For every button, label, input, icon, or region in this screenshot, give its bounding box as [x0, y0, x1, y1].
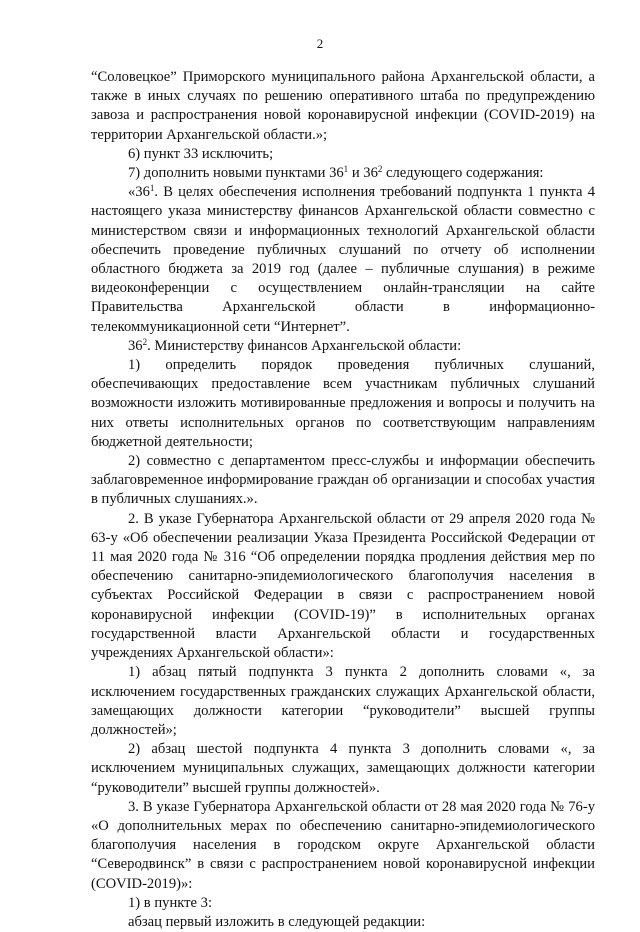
section-2-item-1: 1) абзац пятый подпункта 3 пункта 2 дополнить словами «, за исключением государственных гражданских служащих Архангельской области, замещающих должности категории “руководители” высшей группы должностей»; [91, 664, 595, 738]
section-2: 2. В указе Губернатора Архангельской области от 29 апреля 2020 года № 63-у «Об обеспечении реализации Указа Президента Российской Федерации от 11 мая 2020 года № 316 “Об определении порядка продления действия мер по обеспечению санитарно-эпидемиологического благополучия населения в субъектах Российской Федерации в связи с распространением новой коронавирусной инфекции (COVID-19)” в исполнительных органах государственной власти Архангельской области и государственных учреждениях Архангельской области»: [91, 510, 595, 662]
clause-36-2: $36^2$. Министерству финансов Архангельской области: [128, 336, 462, 354]
document-body [91, 68, 595, 932]
paragraph-continuation: “Соловецкое” Приморского муниципального района Архангельской области, а также в иных случаях по решению оперативного штаба по предупреждению завоза и распространения новой коронавирусной инфекции (COVID-2019) на территории Архангельской области.»; [91, 69, 595, 143]
section-2-item-2: 2) абзац шестой подпункта 4 пункта 3 дополнить словами «, за исключением муниципальных служащих, замещающих должности категории “руководители” высшей группы должностей». [91, 741, 595, 796]
item-6: 6) пункт 33 исключить; [128, 145, 274, 162]
page-number: 2 [316, 36, 324, 51]
subitem-2: 2) совместно с департаментом пресс-службы и информации обеспечить заблаговременное информирование граждан об организации и способах участия в публичных слушаниях.». [91, 453, 595, 508]
clause-36-1: «$36^1$. В целях обеспечения исполнения требований подпункта 1 пункта 4 настоящего указа министерству финансов Архангельской области совместно с министерством связи и информационных технологий Архангельской области обеспечить проведение публичных слушаний по отчету об исполнении областного бюджета за 2019 год (далее – публичные слушания) в режиме видеоконференции с осуществлением онлайн-трансляции на сайте Правительства Архангельской области в информационно-телекоммуникационной сети “Интернет”. [91, 183, 595, 335]
item-7: 7) дополнить новыми пунктами $36^1$ и $36^2$ следующего содержания: [128, 164, 544, 182]
subitem-1: 1) определить порядок проведения публичных слушаний, обеспечивающих предоставление всем участникам публичных слушаний возможности изложить мотивированные предложения и вопросы и получить на них ответы исполнительных органов по соответствующим направлениям бюджетной деятельности; [91, 357, 595, 450]
section-3-item-1: 1) в пункте 3: [128, 894, 213, 911]
section-3-subparagraph: абзац первый изложить в следующей редакции: [128, 913, 426, 930]
section-3: 3. В указе Губернатора Архангельской области от 28 мая 2020 года № 76-у «О дополнительных мерах по обеспечению санитарно-эпидемиологического благополучия населения в городском округе Архангельской области “Северодвинск” в связи с распространением новой коронавирусной инфекции (COVID-2019)»: [91, 798, 595, 892]
